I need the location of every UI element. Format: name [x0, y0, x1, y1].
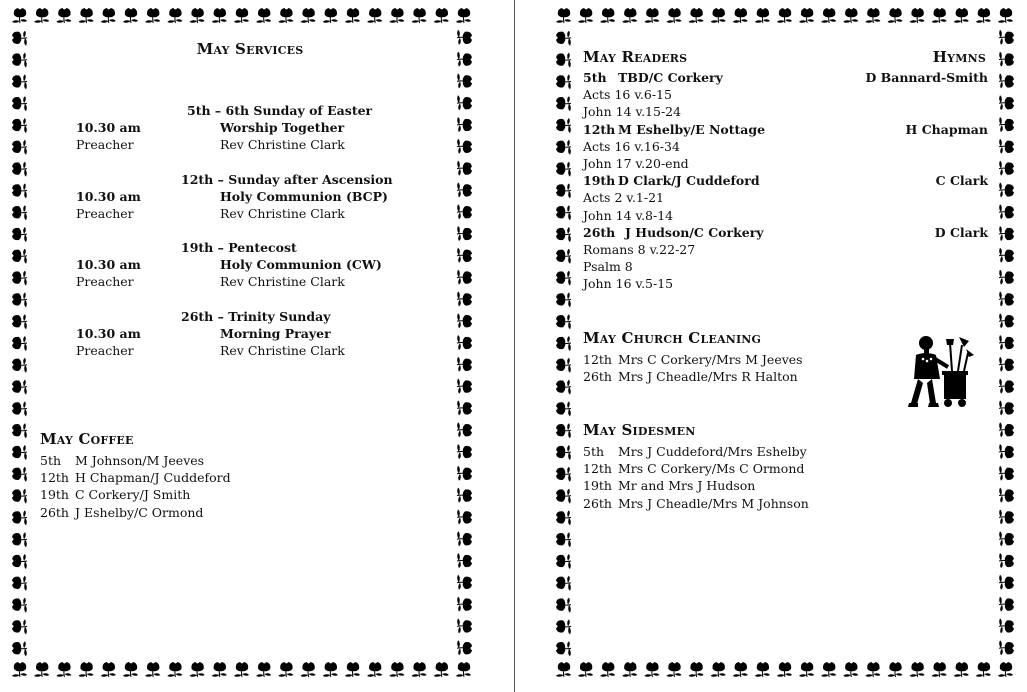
service-time: 10.30 am	[76, 326, 141, 341]
rose-leaf-border-icon	[256, 8, 271, 23]
rose-leaf-border-icon	[556, 641, 571, 656]
rose-leaf-border-icon	[457, 444, 472, 459]
rose-leaf-border-icon	[12, 489, 27, 504]
coffee-names: J Eshelby/C Ormond	[75, 504, 204, 520]
rose-leaf-border-icon	[145, 8, 160, 23]
rose-leaf-border-icon	[323, 8, 338, 23]
rose-leaf-border-icon	[998, 8, 1013, 23]
rose-leaf-border-icon	[622, 8, 637, 23]
rose-leaf-border-icon	[12, 74, 27, 89]
rose-leaf-border-icon	[301, 662, 316, 677]
coffee-names: C Corkery/J Smith	[75, 487, 191, 503]
rose-leaf-border-icon	[578, 8, 593, 23]
rose-leaf-border-icon	[457, 531, 472, 546]
reader-names: M Eshelby/E Nottage	[618, 121, 766, 137]
rose-leaf-border-icon	[556, 53, 571, 68]
rose-leaf-border-icon	[667, 662, 682, 677]
reader-date: 5th	[583, 70, 607, 85]
sidesmen-date: 19th	[583, 478, 612, 494]
rose-leaf-border-icon	[999, 597, 1014, 612]
rose-leaf-border-icon	[12, 641, 27, 656]
rose-leaf-border-icon	[999, 488, 1014, 503]
rose-leaf-border-icon	[932, 8, 947, 23]
rose-leaf-border-icon	[999, 139, 1014, 154]
rose-leaf-border-icon	[389, 662, 404, 677]
coffee-row	[40, 452, 300, 469]
rose-leaf-border-icon	[457, 509, 472, 524]
rose-leaf-border-icon	[999, 117, 1014, 132]
rose-leaf-border-icon	[999, 379, 1014, 394]
rose-leaf-border-icon	[457, 400, 472, 415]
rose-leaf-border-icon	[12, 140, 27, 155]
rose-leaf-border-icon	[711, 662, 726, 677]
reader-names: TBD/C Corkery	[618, 70, 723, 85]
rose-leaf-border-icon	[999, 52, 1014, 67]
rose-leaf-border-icon	[556, 662, 571, 677]
rose-leaf-border-icon	[556, 96, 571, 111]
rose-leaf-border-icon	[345, 662, 360, 677]
rose-leaf-border-icon	[12, 183, 27, 198]
rose-leaf-border-icon	[345, 8, 360, 23]
rose-leaf-border-icon	[12, 249, 27, 264]
reader-row	[583, 121, 988, 138]
rose-leaf-border-icon	[865, 8, 880, 23]
rose-leaf-border-icon	[12, 336, 27, 351]
hymns-heading: Hymns	[932, 48, 986, 66]
rose-leaf-border-icon	[12, 467, 27, 482]
service-role: Preacher	[76, 343, 134, 358]
coffee-row	[40, 504, 300, 521]
rose-leaf-border-icon	[457, 597, 472, 612]
rose-leaf-border-icon	[578, 662, 593, 677]
rose-leaf-border-icon	[457, 248, 472, 263]
rose-leaf-border-icon	[999, 73, 1014, 88]
rose-leaf-border-icon	[954, 8, 969, 23]
rose-leaf-border-icon	[12, 205, 27, 220]
rose-leaf-border-icon	[12, 445, 27, 460]
rose-leaf-border-icon	[711, 8, 726, 23]
service-day-title: 5th – 6th Sunday of Easter	[187, 103, 373, 118]
rose-leaf-border-icon	[101, 662, 116, 677]
sidesmen-row	[583, 443, 903, 460]
rose-leaf-border-icon	[821, 8, 836, 23]
coffee-list	[40, 452, 300, 521]
rose-leaf-border-icon	[556, 314, 571, 329]
rose-leaf-border-icon	[999, 161, 1014, 176]
reader-row	[583, 224, 988, 241]
rose-leaf-border-icon	[999, 640, 1014, 655]
sidesmen-date: 5th	[583, 444, 605, 459]
rose-leaf-border-icon	[457, 117, 472, 132]
rose-leaf-border-icon	[999, 30, 1014, 45]
rose-leaf-border-icon	[234, 8, 249, 23]
reader-names: D Clark/J Cuddeford	[618, 173, 760, 189]
rose-leaf-border-icon	[101, 8, 116, 23]
rose-leaf-border-icon	[644, 8, 659, 23]
rose-leaf-border-icon	[667, 8, 682, 23]
rose-leaf-border-icon	[888, 8, 903, 23]
rose-leaf-border-icon	[976, 8, 991, 23]
service-day-title: 12th – Sunday after Ascension	[181, 172, 393, 187]
rose-leaf-border-icon	[79, 8, 94, 23]
rose-leaf-border-icon	[434, 8, 449, 23]
service-day-title: 26th – Trinity Sunday	[181, 309, 331, 324]
rose-leaf-border-icon	[556, 271, 571, 286]
rose-leaf-border-icon	[556, 358, 571, 373]
rose-leaf-border-icon	[457, 161, 472, 176]
readers-heading: May Readers	[583, 48, 688, 66]
rose-leaf-border-icon	[12, 598, 27, 613]
rose-leaf-border-icon	[190, 8, 205, 23]
sidesmen-names: Mrs J Cheadle/Mrs M Johnson	[618, 495, 809, 511]
reader-names: J Hudson/C Corkery	[625, 224, 764, 240]
rose-leaf-border-icon	[190, 662, 205, 677]
cleaning-heading: May Church Cleaning	[583, 329, 762, 347]
service-time: 10.30 am	[76, 257, 141, 272]
rose-leaf-border-icon	[556, 31, 571, 46]
rose-leaf-border-icon	[556, 423, 571, 438]
rose-leaf-border-icon	[457, 204, 472, 219]
rose-leaf-border-icon	[556, 532, 571, 547]
rose-leaf-border-icon	[556, 8, 571, 23]
rose-leaf-border-icon	[733, 662, 748, 677]
rose-leaf-border-icon	[998, 662, 1013, 677]
rose-leaf-border-icon	[12, 96, 27, 111]
service-name: Holy Communion (BCP)	[220, 189, 388, 204]
rose-leaf-border-icon	[278, 662, 293, 677]
reading-text: Acts 16 v.16-34	[583, 138, 680, 154]
coffee-date: 19th	[40, 487, 69, 503]
service-name: Morning Prayer	[220, 326, 331, 341]
sidesmen-row	[583, 495, 903, 512]
rose-leaf-border-icon	[600, 8, 615, 23]
reader-entry	[583, 172, 988, 224]
rose-leaf-border-icon	[999, 509, 1014, 524]
rose-leaf-border-icon	[56, 8, 71, 23]
service-name: Holy Communion (CW)	[220, 257, 382, 272]
rose-leaf-border-icon	[212, 662, 227, 677]
rose-leaf-border-icon	[888, 662, 903, 677]
reader-entry	[583, 224, 988, 293]
rose-leaf-border-icon	[145, 662, 160, 677]
service-preacher: Rev Christine Clark	[220, 274, 345, 289]
rose-leaf-border-icon	[999, 531, 1014, 546]
rose-leaf-border-icon	[556, 292, 571, 307]
cleaning-date: 26th	[583, 369, 612, 385]
rose-leaf-border-icon	[843, 8, 858, 23]
rose-leaf-border-icon	[999, 357, 1014, 372]
cleaning-row	[583, 368, 883, 385]
rose-leaf-border-icon	[123, 662, 138, 677]
rose-leaf-border-icon	[556, 619, 571, 634]
rose-leaf-border-icon	[600, 662, 615, 677]
rose-leaf-border-icon	[556, 489, 571, 504]
sidesmen-list	[583, 443, 903, 512]
rose-leaf-border-icon	[457, 575, 472, 590]
coffee-names: M Johnson/M Jeeves	[75, 453, 205, 468]
rose-leaf-border-icon	[12, 227, 27, 242]
rose-leaf-border-icon	[12, 358, 27, 373]
rose-leaf-border-icon	[999, 444, 1014, 459]
rose-leaf-border-icon	[12, 118, 27, 133]
sidesmen-row	[583, 477, 903, 494]
rose-leaf-border-icon	[12, 292, 27, 307]
rose-leaf-border-icon	[457, 466, 472, 481]
rose-leaf-border-icon	[167, 8, 182, 23]
rose-leaf-border-icon	[644, 662, 659, 677]
rose-leaf-border-icon	[689, 8, 704, 23]
reading-text: Psalm 8	[583, 259, 633, 275]
reading-text: Acts 16 v.6-15	[583, 87, 672, 103]
rose-leaf-border-icon	[12, 8, 27, 23]
coffee-date: 5th	[40, 453, 62, 468]
rose-leaf-border-icon	[79, 662, 94, 677]
rose-leaf-border-icon	[556, 227, 571, 242]
sidesmen-date: 12th	[583, 461, 612, 477]
rose-leaf-border-icon	[777, 8, 792, 23]
rose-leaf-border-icon	[123, 8, 138, 23]
service-preacher: Rev Christine Clark	[220, 343, 345, 358]
rose-leaf-border-icon	[457, 182, 472, 197]
rose-leaf-border-icon	[689, 662, 704, 677]
reader-hymns: D Bannard-Smith	[865, 70, 988, 85]
reader-row	[583, 172, 988, 189]
rose-leaf-border-icon	[412, 662, 427, 677]
rose-leaf-border-icon	[457, 640, 472, 655]
rose-leaf-border-icon	[733, 8, 748, 23]
service-day-title: 19th – Pentecost	[181, 240, 297, 255]
rose-leaf-border-icon	[457, 139, 472, 154]
rose-leaf-border-icon	[12, 314, 27, 329]
rose-leaf-border-icon	[556, 598, 571, 613]
rose-leaf-border-icon	[755, 662, 770, 677]
cleaning-names: Mrs J Cheadle/Mrs R Halton	[618, 369, 798, 385]
rose-leaf-border-icon	[367, 8, 382, 23]
rose-leaf-border-icon	[999, 400, 1014, 415]
sidesmen-names: Mrs C Corkery/Ms C Ormond	[618, 461, 805, 477]
rose-leaf-border-icon	[999, 248, 1014, 263]
cleaning-date: 12th	[583, 352, 612, 367]
rose-leaf-border-icon	[999, 204, 1014, 219]
rose-leaf-border-icon	[457, 422, 472, 437]
sidesmen-heading: May Sidesmen	[583, 421, 696, 439]
rose-leaf-border-icon	[556, 74, 571, 89]
rose-leaf-border-icon	[12, 510, 27, 525]
rose-leaf-border-icon	[256, 662, 271, 677]
cleaning-list	[583, 351, 883, 385]
service-name: Worship Together	[220, 120, 345, 135]
rose-leaf-border-icon	[457, 73, 472, 88]
rose-leaf-border-icon	[556, 401, 571, 416]
rose-leaf-border-icon	[12, 380, 27, 395]
rose-leaf-border-icon	[999, 182, 1014, 197]
rose-leaf-border-icon	[821, 662, 836, 677]
rose-leaf-border-icon	[556, 576, 571, 591]
rose-leaf-border-icon	[954, 662, 969, 677]
rose-leaf-border-icon	[999, 95, 1014, 110]
rose-leaf-border-icon	[999, 466, 1014, 481]
rose-leaf-border-icon	[622, 662, 637, 677]
rose-leaf-border-icon	[556, 140, 571, 155]
rose-leaf-border-icon	[434, 662, 449, 677]
rose-leaf-border-icon	[301, 8, 316, 23]
reading	[583, 103, 988, 120]
sidesmen-names: Mr and Mrs J Hudson	[618, 478, 756, 494]
rose-leaf-border-icon	[799, 8, 814, 23]
reader-date: 26th	[583, 224, 616, 240]
service-role: Preacher	[76, 274, 134, 289]
rose-leaf-border-icon	[12, 554, 27, 569]
reading-text: John 16 v.5-15	[583, 276, 674, 292]
rose-leaf-border-icon	[456, 8, 471, 23]
readers-list	[583, 69, 988, 292]
rose-leaf-border-icon	[457, 618, 472, 633]
left-page	[0, 0, 513, 692]
reader-hymns: D Clark	[934, 224, 988, 240]
rose-leaf-border-icon	[777, 662, 792, 677]
reading	[583, 241, 988, 258]
reader-entry	[583, 69, 988, 121]
rose-leaf-border-icon	[556, 510, 571, 525]
rose-leaf-border-icon	[556, 205, 571, 220]
rose-leaf-border-icon	[556, 445, 571, 460]
rose-leaf-border-icon	[457, 357, 472, 372]
rose-leaf-border-icon	[457, 313, 472, 328]
rose-leaf-border-icon	[755, 8, 770, 23]
coffee-heading: May Coffee	[40, 430, 134, 448]
rose-leaf-border-icon	[12, 162, 27, 177]
rose-leaf-border-icon	[556, 118, 571, 133]
rose-leaf-border-icon	[865, 662, 880, 677]
rose-leaf-border-icon	[556, 183, 571, 198]
rose-leaf-border-icon	[234, 662, 249, 677]
sidesmen-names: Mrs J Cuddeford/Mrs Eshelby	[618, 444, 807, 459]
rose-leaf-border-icon	[12, 271, 27, 286]
coffee-date: 12th	[40, 470, 69, 486]
rose-leaf-border-icon	[12, 401, 27, 416]
rose-leaf-border-icon	[12, 619, 27, 634]
cleaning-names: Mrs C Corkery/Mrs M Jeeves	[618, 352, 803, 367]
rose-leaf-border-icon	[999, 270, 1014, 285]
rose-leaf-border-icon	[457, 291, 472, 306]
service-preacher: Rev Christine Clark	[220, 206, 345, 221]
rose-leaf-border-icon	[367, 662, 382, 677]
reading	[583, 207, 988, 224]
rose-leaf-border-icon	[999, 335, 1014, 350]
rose-leaf-border-icon	[556, 336, 571, 351]
rose-leaf-border-icon	[34, 8, 49, 23]
rose-leaf-border-icon	[323, 662, 338, 677]
reading	[583, 155, 988, 172]
rose-leaf-border-icon	[843, 662, 858, 677]
rose-leaf-border-icon	[457, 226, 472, 241]
rose-leaf-border-icon	[412, 8, 427, 23]
reading	[583, 275, 988, 292]
reading	[583, 258, 988, 275]
rose-leaf-border-icon	[910, 662, 925, 677]
service-role: Preacher	[76, 206, 134, 221]
rose-leaf-border-icon	[457, 335, 472, 350]
reader-row	[583, 69, 988, 86]
rose-leaf-border-icon	[999, 226, 1014, 241]
reading-text: John 14 v.15-24	[583, 104, 682, 120]
rose-leaf-border-icon	[278, 8, 293, 23]
rose-leaf-border-icon	[457, 553, 472, 568]
rose-leaf-border-icon	[976, 662, 991, 677]
rose-leaf-border-icon	[556, 554, 571, 569]
reading-text: John 14 v.8-14	[583, 207, 674, 223]
service-role: Preacher	[76, 137, 134, 152]
rose-leaf-border-icon	[457, 270, 472, 285]
coffee-names: H Chapman/J Cuddeford	[75, 470, 231, 486]
page-divider	[514, 0, 515, 692]
rose-leaf-border-icon	[999, 575, 1014, 590]
rose-leaf-border-icon	[389, 8, 404, 23]
reading	[583, 189, 988, 206]
coffee-row	[40, 486, 300, 503]
rose-leaf-border-icon	[457, 488, 472, 503]
rose-leaf-border-icon	[34, 662, 49, 677]
rose-leaf-border-icon	[999, 291, 1014, 306]
rose-leaf-border-icon	[457, 379, 472, 394]
reading	[583, 138, 988, 155]
rose-leaf-border-icon	[12, 576, 27, 591]
sidesmen-row	[583, 460, 903, 477]
cleaning-row	[583, 351, 883, 368]
rose-leaf-border-icon	[999, 422, 1014, 437]
rose-leaf-border-icon	[799, 662, 814, 677]
rose-leaf-border-icon	[212, 8, 227, 23]
rose-leaf-border-icon	[456, 662, 471, 677]
rose-leaf-border-icon	[556, 249, 571, 264]
rose-leaf-border-icon	[12, 423, 27, 438]
rose-leaf-border-icon	[999, 553, 1014, 568]
rose-leaf-border-icon	[556, 380, 571, 395]
service-time: 10.30 am	[76, 189, 141, 204]
service-time: 10.30 am	[76, 120, 141, 135]
coffee-row	[40, 469, 300, 486]
service-preacher: Rev Christine Clark	[220, 137, 345, 152]
rose-leaf-border-icon	[12, 532, 27, 547]
reading-text: John 17 v.20-end	[583, 155, 689, 171]
rose-leaf-border-icon	[556, 467, 571, 482]
services-heading: May Services	[196, 40, 304, 58]
rose-leaf-border-icon	[56, 662, 71, 677]
coffee-date: 26th	[40, 504, 69, 520]
reader-hymns: H Chapman	[905, 121, 988, 137]
rose-leaf-border-icon	[556, 162, 571, 177]
rose-leaf-border-icon	[12, 662, 27, 677]
rose-leaf-border-icon	[932, 662, 947, 677]
reading-text: Romans 8 v.22-27	[583, 241, 696, 257]
rose-leaf-border-icon	[999, 313, 1014, 328]
reader-hymns: C Clark	[935, 173, 988, 189]
rose-leaf-border-icon	[910, 8, 925, 23]
reading	[583, 86, 988, 103]
reading-text: Acts 2 v.1-21	[583, 190, 664, 206]
reader-date: 19th	[583, 173, 616, 189]
rose-leaf-border-icon	[999, 618, 1014, 633]
reader-date: 12th	[583, 121, 616, 137]
cleaner-with-cart-icon	[906, 333, 978, 409]
rose-leaf-border-icon	[167, 662, 182, 677]
sidesmen-date: 26th	[583, 495, 612, 511]
rose-leaf-border-icon	[457, 95, 472, 110]
reader-entry	[583, 121, 988, 173]
